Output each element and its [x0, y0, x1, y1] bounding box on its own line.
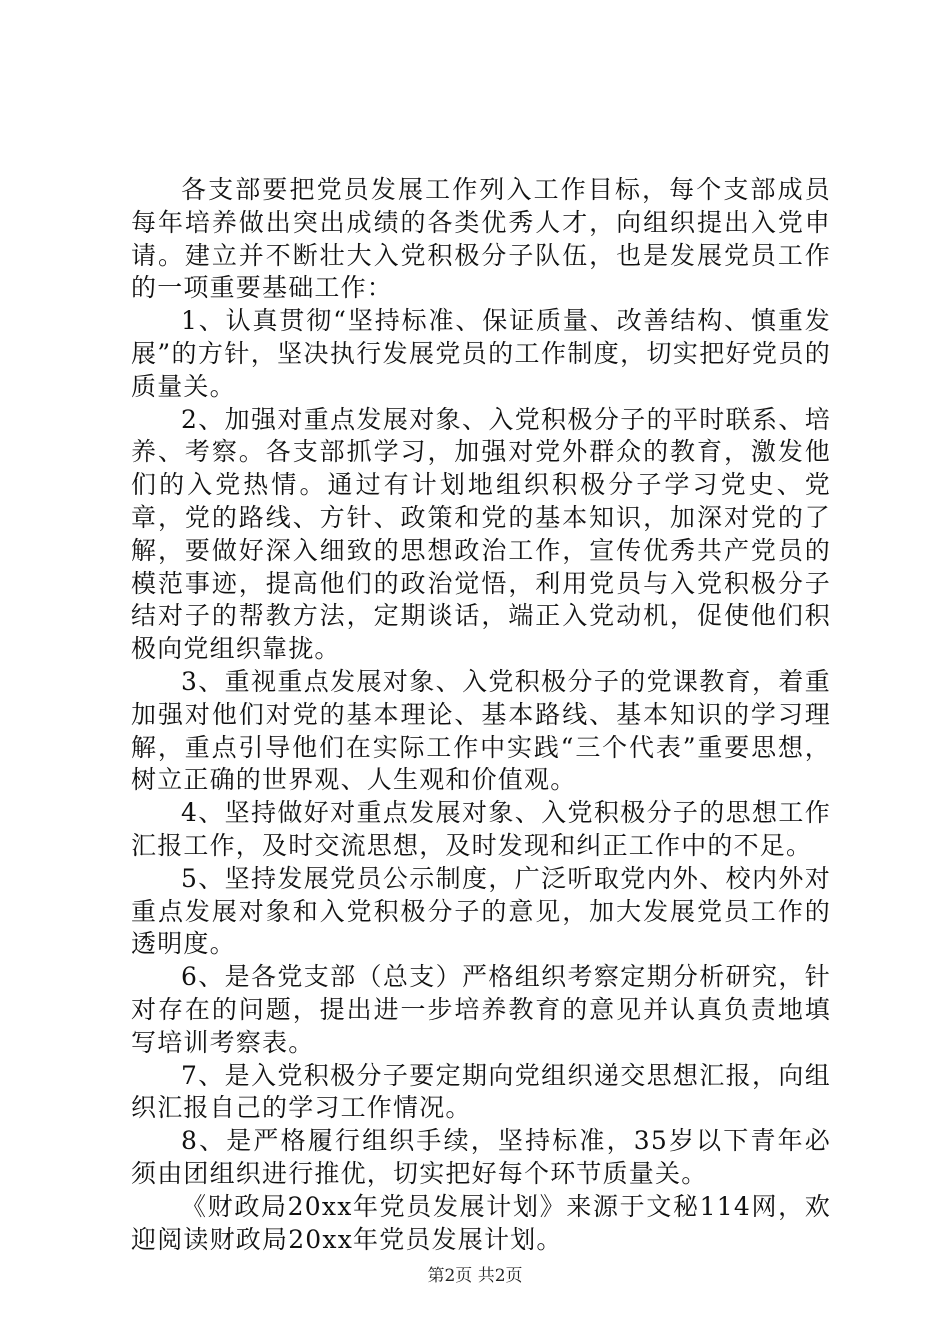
paragraph-item-2: 2、加强对重点发展对象、入党积极分子的平时联系、培养、考察。各支部抓学习，加强对党外群众的教育，激发他们的入党热情。通过有计划地组织积极分子学习党史、党章，党的路线、方针、政策和党的基本知识，加深对党的了解，要做好深入细致的思想政治工作，宣传优秀共产党员的模范事迹，提高他们的政治觉悟，利用党员与入党积极分子结对子的帮教方法，定期谈话，端正入党动机，促使他们积极向党组织靠拢。 — [131, 404, 831, 664]
paragraph-item-7: 7、是入党积极分子要定期向党组织递交思想汇报，向组织汇报自己的学习工作情况。 — [131, 1060, 831, 1123]
paragraph-item-3: 3、重视重点发展对象、入党积极分子的党课教育，着重加强对他们对党的基本理论、基本路线、基本知识的学习理解，重点引导他们在实际工作中实践“三个代表”重要思想，树立正确的世界观、人生观和价值观。 — [131, 666, 831, 795]
paragraph-intro: 各支部要把党员发展工作列入工作目标，每个支部成员每年培养做出突出成绩的各类优秀人才，向组织提出入党申请。建立并不断壮大入党积极分子队伍，也是发展党员工作的一项重要基础工作： — [131, 175, 831, 303]
paragraph-source-note: 《财政局20xx年党员发展计划》来源于文秘114网，欢迎阅读财政局20xx年党员发展计划。 — [131, 1191, 831, 1254]
document-body — [131, 174, 831, 1256]
paragraph-item-4: 4、坚持做好对重点发展对象、入党积极分子的思想工作汇报工作，及时交流思想，及时发现和纠正工作中的不足。 — [131, 798, 831, 860]
page-number-footer: 第2页 共2页 — [427, 1266, 523, 1286]
paragraph-item-8: 8、是严格履行组织手续，坚持标准，35岁以下青年必须由团组织进行推优，切实把好每个环节质量关。 — [131, 1126, 831, 1188]
paragraph-item-1: 1、认真贯彻“坚持标准、保证质量、改善结构、慎重发展”的方针，坚决执行发展党员的工作制度，切实把好党员的质量关。 — [131, 306, 831, 401]
paragraph-item-6: 6、是各党支部（总支）严格组织考察定期分析研究，针对存在的问题，提出进一步培养教育的意见并认真负责地填写培训考察表。 — [131, 962, 831, 1057]
paragraph-item-5: 5、坚持发展党员公示制度，广泛听取党内外、校内外对重点发展对象和入党积极分子的意见，加大发展党员工作的透明度。 — [131, 863, 831, 959]
